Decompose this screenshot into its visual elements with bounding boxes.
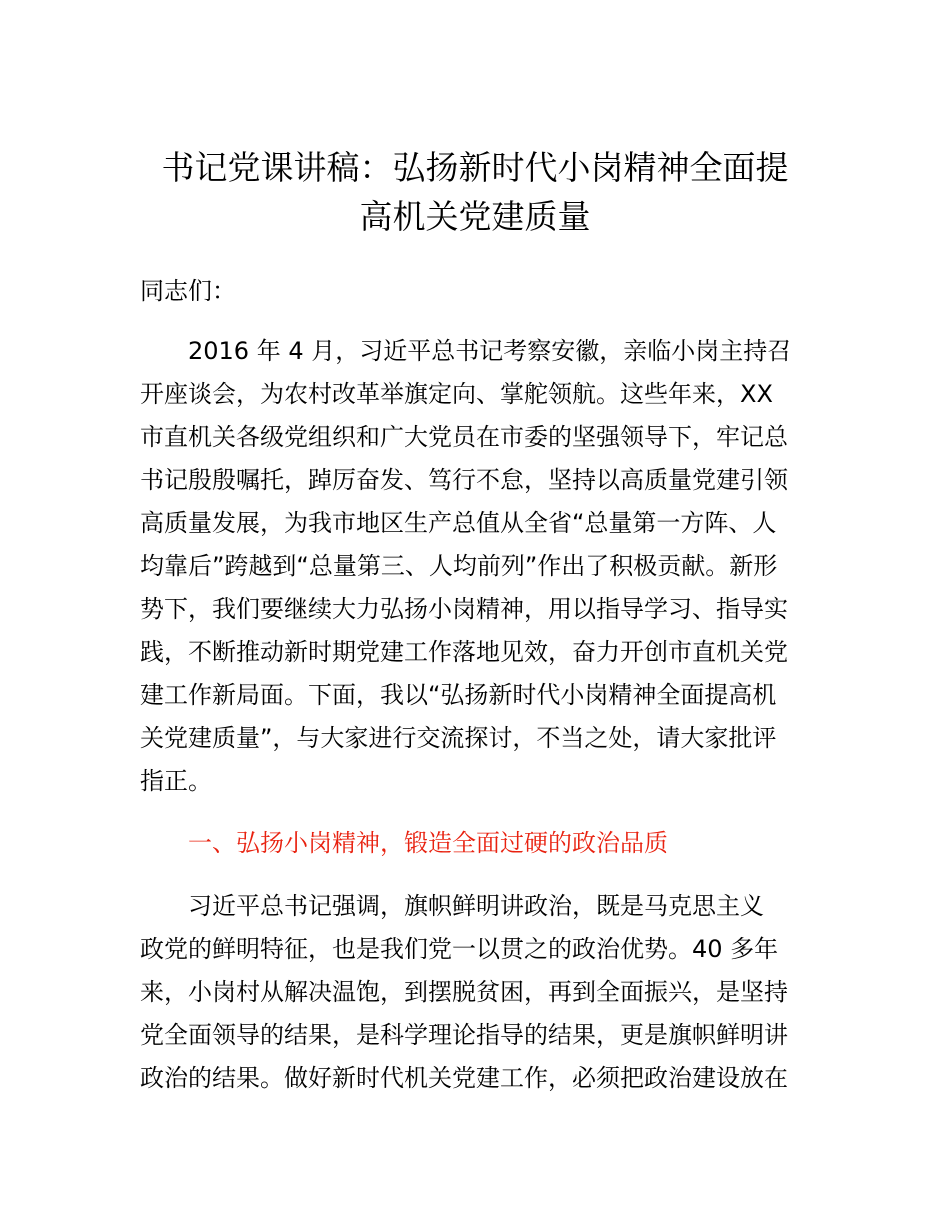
paragraph-intro [140, 330, 830, 803]
paragraph-line: 市直机关各级党组织和广大党员在市委的坚强领导下，牢记总 [140, 423, 788, 451]
paragraph-line: 关党建质量”，与大家进行交流探讨，不当之处，请大家批评 [140, 724, 777, 752]
paragraph-line: 指正。 [140, 767, 212, 795]
document-title-line-1: 书记党课讲稿：弘扬新时代小岗精神全面提 [161, 148, 789, 187]
paragraph-line: 政治的结果。做好新时代机关党建工作，必须把政治建设放在 [140, 1064, 788, 1092]
paragraph-line: 党全面领导的结果，是科学理论指导的结果，更是旗帜鲜明讲 [140, 1021, 788, 1049]
paragraph-line: 习近平总书记强调，旗帜鲜明讲政治，既是马克思主义 [188, 892, 764, 920]
paragraph-line: 政党的鲜明特征，也是我们党一以贯之的政治优势。40 多年 [140, 935, 779, 963]
paragraph-line: 建工作新局面。下面，我以“弘扬新时代小岗精神全面提高机 [140, 681, 777, 709]
greeting: 同志们： [140, 277, 236, 305]
paragraph-section-1 [140, 885, 830, 1100]
paragraph-line: 来，小岗村从解决温饱，到摆脱贫困，再到全面振兴，是坚持 [140, 978, 788, 1006]
paragraph-line: 高质量发展，为我市地区生产总值从全省“总量第一方阵、人 [140, 509, 777, 537]
document-title-line-2: 高机关党建质量 [359, 197, 591, 236]
paragraph-line: 均靠后”跨越到“总量第三、人均前列”作出了积极贡献。新形 [140, 552, 778, 580]
paragraph-line: 践，不断推动新时期党建工作落地见效，奋力开创市直机关党 [140, 638, 788, 666]
paragraph-line: 势下，我们要继续大力弘扬小岗精神，用以指导学习、指导实 [140, 595, 788, 623]
paragraph-line: 2016 年 4 月，习近平总书记考察安徽，亲临小岗主持召 [188, 337, 792, 365]
section-heading-1: 一、弘扬小岗精神，锻造全面过硬的政治品质 [188, 829, 668, 857]
paragraph-line: 开座谈会，为农村改革举旗定向、掌舵领航。这些年来，XX [140, 380, 773, 408]
paragraph-line: 书记殷殷嘱托，踔厉奋发、笃行不怠，坚持以高质量党建引领 [140, 466, 788, 494]
